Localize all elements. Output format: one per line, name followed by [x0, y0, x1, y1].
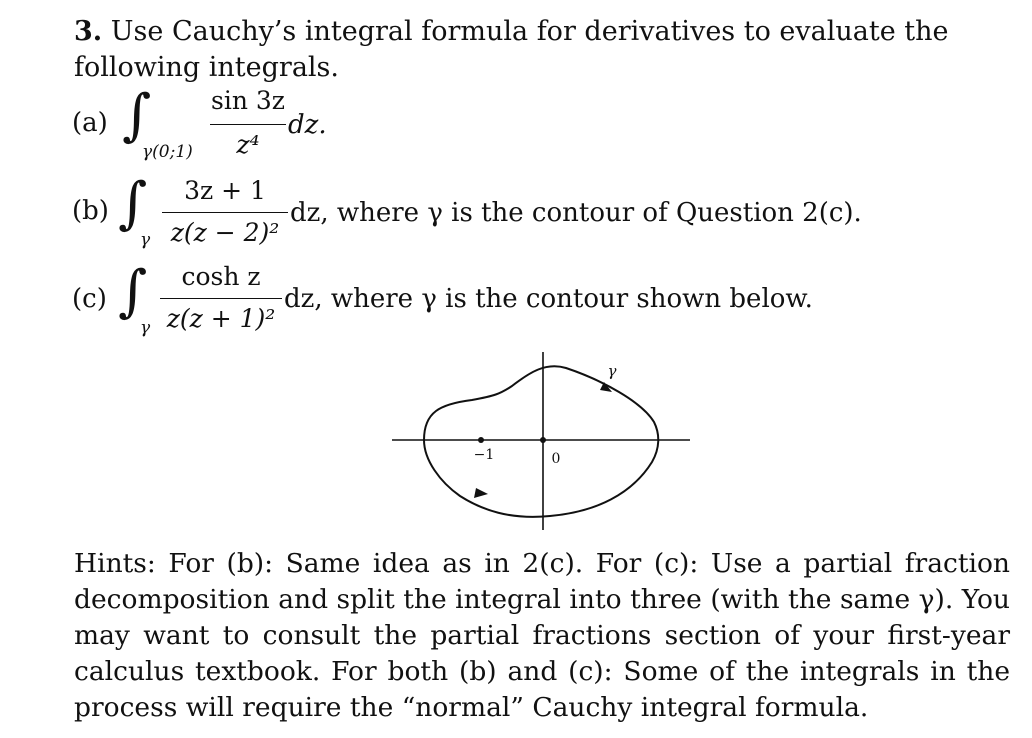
fraction-numerator: cosh z: [181, 262, 261, 291]
label-zero: 0: [551, 451, 561, 467]
point-minus-one: [478, 437, 484, 443]
label-gamma: γ: [607, 362, 617, 380]
fraction-bar: [162, 212, 288, 213]
fraction-bar: [160, 298, 282, 299]
fraction-numerator: sin 3z: [211, 86, 285, 115]
item-tail: dz, where γ is the contour shown below.: [284, 284, 813, 314]
integral-subscript: γ(0;1): [142, 142, 193, 162]
item-tail: dz, where γ is the contour of Question 2(c).: [290, 198, 862, 228]
fraction-bar: [210, 124, 286, 125]
integral-subscript: γ: [140, 318, 151, 338]
item-label: (a): [72, 108, 108, 138]
integral-sign: ∫: [122, 83, 152, 148]
item-a: [72, 84, 672, 164]
integral-sign: ∫: [118, 259, 148, 324]
item-c: [72, 258, 892, 338]
question-text: Use Cauchy’s integral formula for derivatives to evaluate the following integrals.: [74, 16, 949, 83]
integral-sign: ∫: [118, 171, 148, 236]
integral-subscript: γ: [140, 230, 151, 250]
label-minus-one: −1: [473, 447, 495, 463]
question-intro: [74, 14, 1014, 86]
contour-figure: [388, 348, 694, 534]
item-label: (b): [72, 196, 109, 226]
hints-paragraph: Hints: For (b): Same idea as in 2(c). For (c): Use a partial fraction decomposition and split the integral into three (with the same γ). You may want to consult the partial fractions section of your first-year calculus textbook. For both (b) and (c): Some of the integrals in the process will require the “normal” Cauchy integral formula.: [74, 548, 1010, 723]
contour-arrow-lower: [474, 488, 488, 498]
item-label: (c): [72, 284, 107, 314]
item-b: [72, 172, 892, 252]
item-tail: dz.: [288, 110, 327, 140]
fraction-numerator: 3z + 1: [184, 176, 266, 205]
question-number: 3.: [74, 16, 103, 47]
fraction-denominator: z⁴: [236, 130, 260, 159]
fraction-denominator: z(z + 1)²: [166, 304, 276, 333]
point-origin: [540, 437, 546, 443]
fraction-denominator: z(z − 2)²: [170, 218, 280, 247]
